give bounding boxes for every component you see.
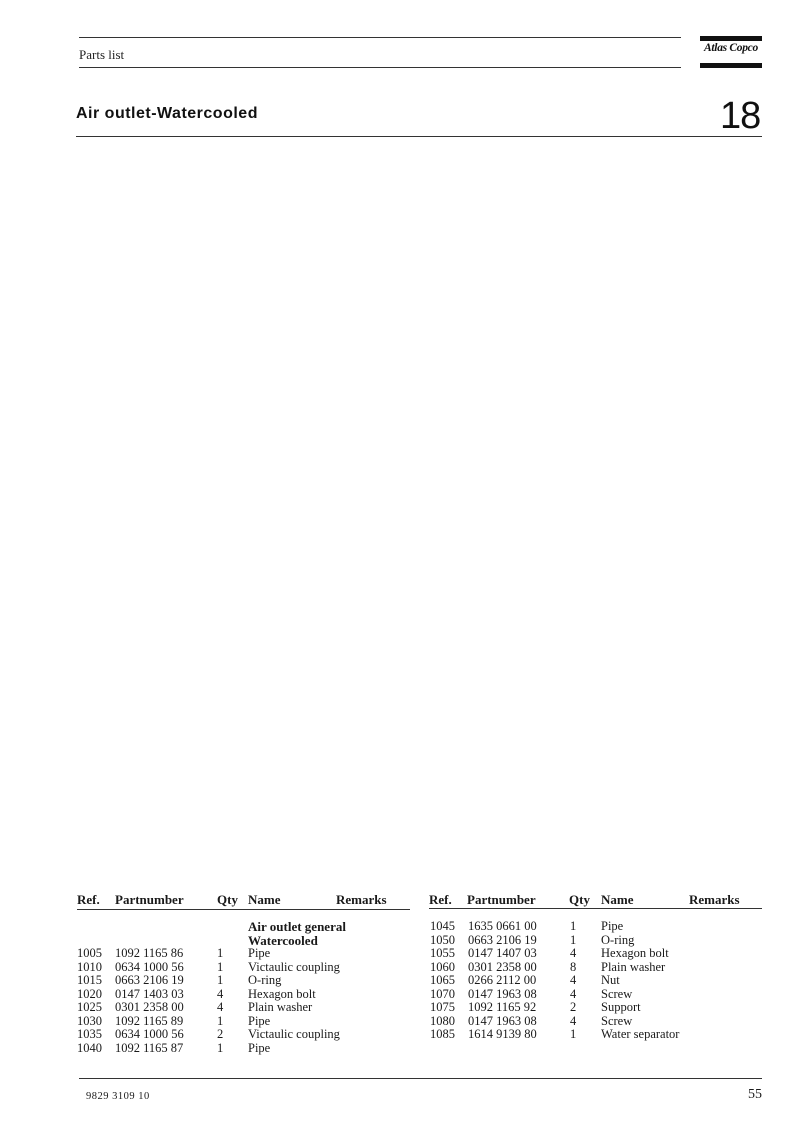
cell-ref: 1020 (77, 986, 102, 1001)
footer-rule (79, 1078, 762, 1079)
cell-ref: 1050 (430, 932, 455, 947)
group-title-line-1: Air outlet general (248, 919, 346, 934)
cell-name: O-ring (601, 932, 635, 947)
header-partnumber: Partnumber (115, 892, 184, 907)
cell-name: Victaulic coupling (248, 1027, 340, 1041)
cell-ref: 1055 (430, 946, 455, 960)
header-bottom-rule (79, 67, 681, 68)
group-title-line-2: Watercooled (248, 933, 318, 948)
cell-part: 1092 1165 92 (468, 1000, 537, 1014)
cell-part: 1092 1165 87 (115, 1040, 184, 1055)
cell-name: Pipe (248, 1040, 271, 1055)
cell-ref: 1065 (430, 973, 455, 987)
header-remarks: Remarks (336, 892, 387, 907)
cell-qty: 4 (570, 973, 577, 987)
header-ref: Ref. (429, 892, 452, 907)
cell-qty: 1 (570, 1027, 577, 1041)
cell-name: Hexagon bolt (601, 946, 669, 960)
brand-logo (700, 36, 762, 68)
cell-ref: 1045 (430, 919, 455, 933)
cell-ref: 1015 (77, 973, 102, 987)
cell-qty: 2 (217, 1027, 224, 1041)
header-label: Parts list (79, 47, 125, 62)
page-number: 55 (748, 1087, 762, 1102)
cell-part: 0634 1000 56 (115, 959, 184, 974)
cell-name: Plain washer (248, 1000, 313, 1014)
cell-qty: 4 (570, 946, 577, 960)
table-header-rule (77, 909, 410, 910)
cell-name: Screw (601, 986, 633, 1001)
header-remarks: Remarks (689, 892, 740, 907)
cell-part: 0147 1407 03 (468, 946, 537, 960)
brand-logo-text: Atlas Copco (704, 42, 758, 54)
cell-name: Support (601, 1000, 641, 1014)
header-qty: Qty (217, 892, 238, 907)
cell-part: 0663 2106 19 (115, 973, 184, 987)
cell-ref: 1040 (77, 1040, 102, 1055)
cell-part: 0663 2106 19 (468, 932, 537, 947)
cell-qty: 1 (570, 932, 577, 947)
document-code: 9829 3109 10 (86, 1091, 150, 1102)
header-qty: Qty (569, 892, 590, 907)
cell-name: Hexagon bolt (248, 986, 316, 1001)
header-partnumber: Partnumber (467, 892, 536, 907)
cell-part: 1092 1165 86 (115, 946, 184, 960)
cell-qty: 1 (570, 919, 577, 933)
title-rule (76, 136, 762, 137)
cell-qty: 4 (217, 986, 224, 1001)
header-ref: Ref. (77, 892, 100, 907)
cell-part: 1635 0661 00 (468, 919, 537, 933)
cell-qty: 1 (217, 1013, 224, 1028)
cell-name: Victaulic coupling (248, 959, 340, 974)
cell-part: 1614 9139 80 (468, 1027, 537, 1041)
cell-qty: 4 (570, 986, 577, 1001)
cell-qty: 4 (570, 1013, 577, 1028)
cell-name: Pipe (248, 1013, 271, 1028)
cell-part: 0301 2358 00 (468, 959, 537, 974)
cell-part: 0147 1403 03 (115, 986, 184, 1001)
cell-qty: 1 (217, 1040, 224, 1055)
cell-name: Pipe (248, 946, 271, 960)
cell-part: 1092 1165 89 (115, 1013, 184, 1028)
cell-ref: 1060 (430, 959, 455, 974)
cell-qty: 2 (570, 1000, 577, 1014)
cell-ref: 1075 (430, 1000, 455, 1014)
header-name: Name (248, 892, 281, 907)
cell-qty: 1 (217, 946, 224, 960)
cell-ref: 1030 (77, 1013, 102, 1028)
section-number: 18 (720, 95, 761, 137)
cell-ref: 1085 (430, 1027, 455, 1041)
header-name: Name (601, 892, 634, 907)
cell-part: 0301 2358 00 (115, 1000, 184, 1014)
cell-name: Water separator (601, 1027, 680, 1041)
cell-name: Pipe (601, 919, 624, 933)
header-top-rule (79, 37, 681, 38)
cell-name: O-ring (248, 973, 282, 987)
cell-qty: 4 (217, 1000, 224, 1014)
cell-part: 0147 1963 08 (468, 1013, 537, 1028)
cell-name: Plain washer (601, 959, 666, 974)
cell-ref: 1005 (77, 946, 102, 960)
cell-qty: 8 (570, 959, 577, 974)
cell-qty: 1 (217, 959, 224, 974)
cell-name: Nut (601, 973, 620, 987)
cell-part: 0266 2112 00 (468, 973, 537, 987)
table-header-rule (429, 908, 762, 909)
cell-part: 0634 1000 56 (115, 1027, 184, 1041)
cell-ref: 1035 (77, 1027, 102, 1041)
cell-qty: 1 (217, 973, 224, 987)
drawing-area (76, 140, 762, 860)
cell-ref: 1010 (77, 959, 102, 974)
cell-name: Screw (601, 1013, 633, 1028)
cell-ref: 1025 (77, 1000, 102, 1014)
page-title: Air outlet-Watercooled (76, 105, 258, 122)
cell-part: 0147 1963 08 (468, 986, 537, 1001)
cell-ref: 1080 (430, 1013, 455, 1028)
cell-ref: 1070 (430, 986, 455, 1001)
